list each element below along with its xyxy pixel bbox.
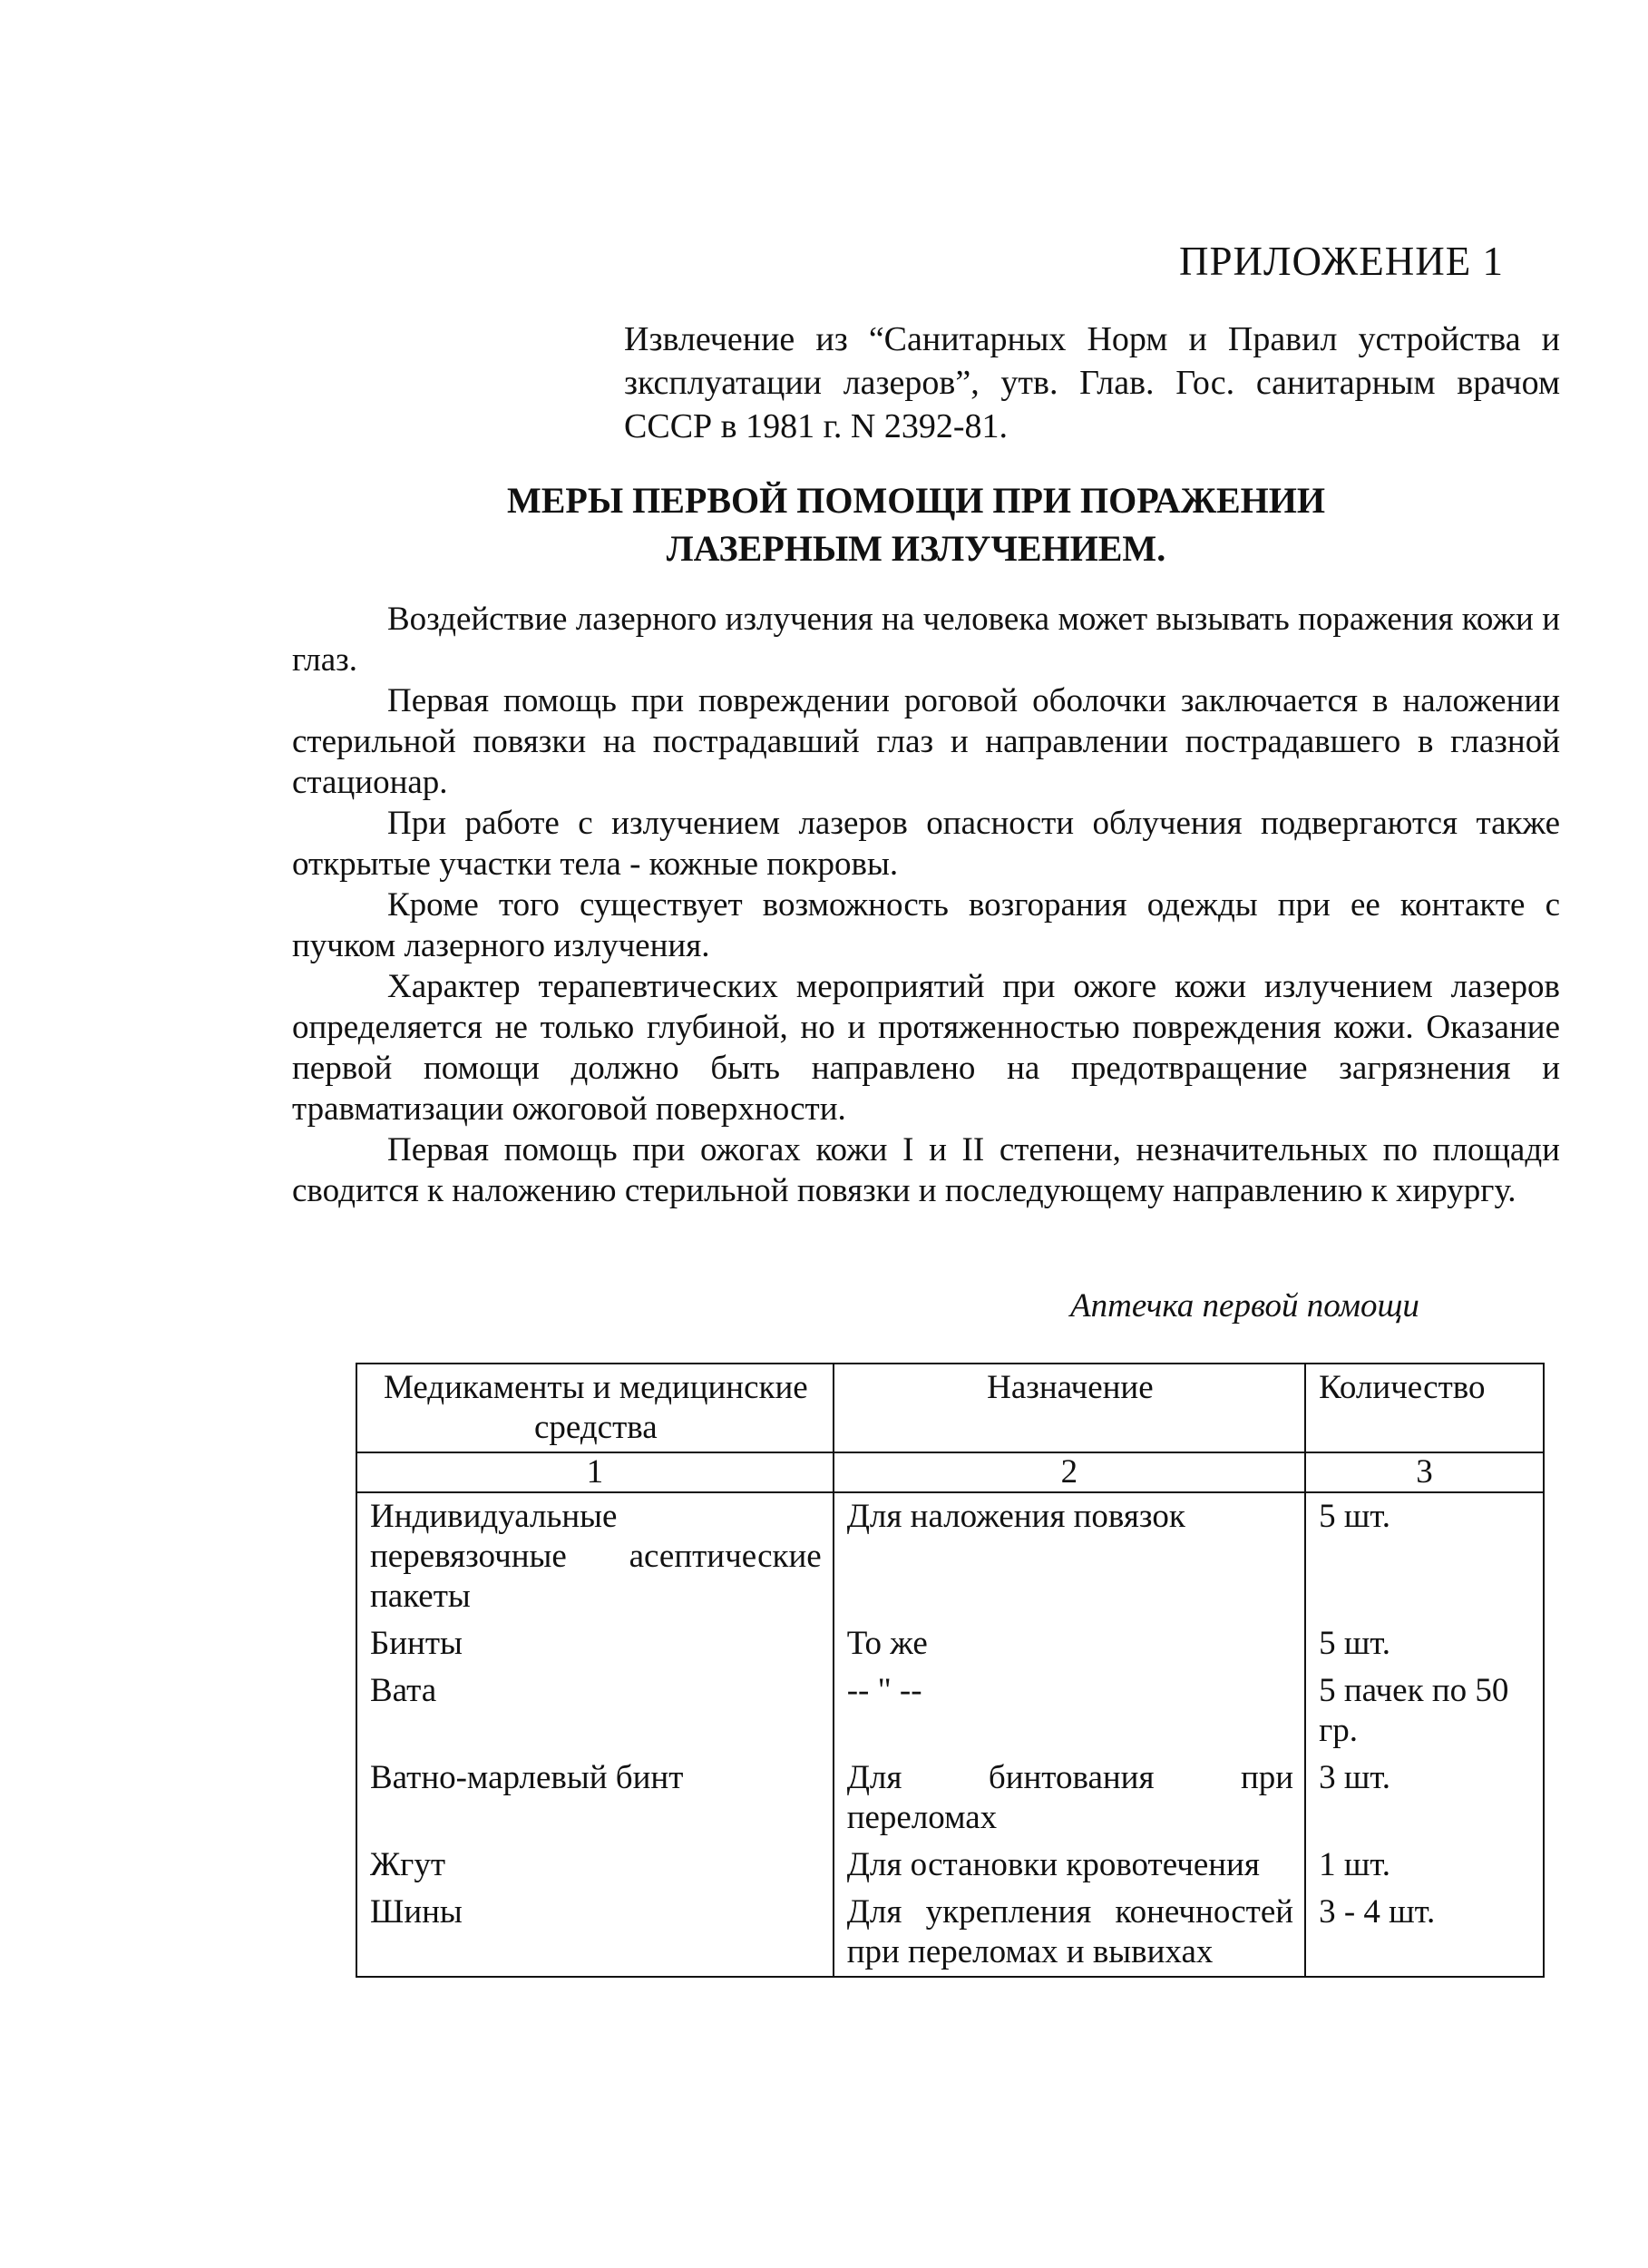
column-number: 3 [1305, 1452, 1544, 1492]
quantity-cell: 3 шт. [1305, 1755, 1544, 1842]
column-number-row [356, 1452, 1544, 1492]
table-row [356, 1620, 1544, 1667]
table-caption: Аптечка первой помощи [1070, 1287, 1419, 1325]
column-number: 2 [834, 1452, 1305, 1492]
paragraph: Воздействие лазерного излучения на человека может вызывать поражения кожи и глаз. [292, 601, 1560, 679]
table-row [356, 1667, 1544, 1755]
purpose-cell: Для укрепления конечностей при переломах и вывихах [834, 1889, 1305, 1977]
purpose-cell: То же [834, 1620, 1305, 1667]
paragraph: Первая помощь при ожогах кожи I и II степени, незначительных по площади сводится к наложению стерильной повязки и последующему направлению к хирургу. [292, 1131, 1560, 1209]
item-cell: Ватно-марлевый бинт [356, 1755, 834, 1842]
table-row [356, 1842, 1544, 1889]
document-heading [290, 476, 1542, 572]
purpose-cell: Для наложения повязок [834, 1492, 1305, 1620]
purpose-cell: Для остановки кровотечения [834, 1842, 1305, 1889]
heading-line-2: ЛАЗЕРНЫМ ИЗЛУЧЕНИЕМ. [666, 528, 1166, 569]
table-row [356, 1755, 1544, 1842]
item-cell: Шины [356, 1889, 834, 1977]
first-aid-kit-table [356, 1363, 1545, 1978]
heading-line-1: МЕРЫ ПЕРВОЙ ПОМОЩИ ПРИ ПОРАЖЕНИИ [506, 480, 1326, 521]
quantity-cell: 1 шт. [1305, 1842, 1544, 1889]
table-row [356, 1889, 1544, 1977]
item-cell: Вата [356, 1667, 834, 1755]
paragraph: Кроме того существует возможность возгорания одежды при ее контакте с пучком лазерного излучения. [292, 886, 1560, 964]
header-medications: Медикаменты и медицинские средства [356, 1364, 834, 1452]
header-row [356, 1364, 1544, 1452]
table-row [356, 1492, 1544, 1620]
extract-note: Извлечение из “Санитарных Норм и Правил устройства и зксплуатации лазеров”, утв. Глав. Гос. санитарным врачом СССР в 1981 г. N 2392-81. [624, 320, 1560, 445]
paragraph: При работе с излучением лазеров опасности облучения подвергаются также открытые участки тела - кожные покровы. [292, 805, 1560, 883]
paragraph: Характер терапевтических мероприятий при ожоге кожи излучением лазеров определяется не только глубиной, но и протяженностью повреждения кожи. Оказание первой помощи должно быть направлено на предотвращение загрязнения и травматизации ожоговой поверхности. [292, 968, 1560, 1128]
item-cell: Бинты [356, 1620, 834, 1667]
item-cell: Индивидуальные перевязочные асептические пакеты [356, 1492, 834, 1620]
item-cell: Жгут [356, 1842, 834, 1889]
purpose-cell: Для бинтования при переломах [834, 1755, 1305, 1842]
purpose-cell: -- " -- [834, 1667, 1305, 1755]
appendix-label: ПРИЛОЖЕНИЕ 1 [1179, 239, 1504, 284]
table-header [356, 1364, 1544, 1452]
quantity-cell: 5 пачек по 50 гр. [1305, 1667, 1544, 1755]
body-text [292, 599, 1560, 1211]
column-number: 1 [356, 1452, 834, 1492]
quantity-cell: 3 - 4 шт. [1305, 1889, 1544, 1977]
quantity-cell: 5 шт. [1305, 1620, 1544, 1667]
header-purpose: Назначение [834, 1364, 1305, 1452]
header-quantity: Количество [1305, 1364, 1544, 1452]
paragraph: Первая помощь при повреждении роговой оболочки заключается в наложении стерильной повязки на пострадавший глаз и направлении пострадавшего в глазной стационар. [292, 682, 1560, 801]
quantity-cell: 5 шт. [1305, 1492, 1544, 1620]
table-body [356, 1452, 1544, 1977]
